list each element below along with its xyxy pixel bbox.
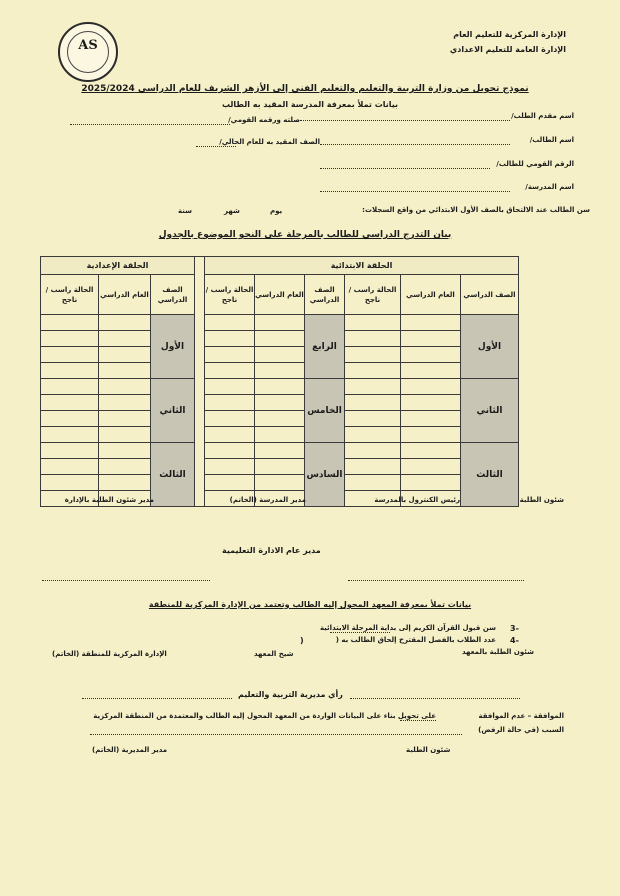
directorate-line-left[interactable]	[82, 698, 232, 699]
field-applicant-label: اسم مقدم الطلب/	[511, 112, 574, 120]
header-line2: الإدارة العامة للتعليم الاعدادي	[449, 45, 566, 54]
cell[interactable]	[205, 331, 255, 347]
group-primary: الحلقة الابتدائية	[205, 257, 519, 275]
cell[interactable]	[205, 347, 255, 363]
cell[interactable]	[401, 395, 461, 411]
table-caption: بيان التدرج الدراسي للطالب بالمرحلة على النحو الموضوع بالجدول	[158, 230, 452, 240]
field-student-line[interactable]	[320, 144, 510, 145]
cell[interactable]	[401, 331, 461, 347]
approval-line[interactable]	[400, 720, 436, 721]
cell[interactable]	[41, 411, 99, 427]
institute-student-affairs: شئون الطلبة بالمعهد	[462, 648, 534, 656]
cell[interactable]	[255, 395, 305, 411]
field-applicant-line[interactable]	[300, 120, 510, 121]
head-prim1-grade: الصف الدراسي	[461, 275, 519, 315]
field-national-id-label: الرقم القومي للطالب/	[496, 160, 574, 168]
cell[interactable]	[99, 395, 151, 411]
dir-director: مدير المديرية (الخاتم)	[92, 746, 168, 754]
head-prim2-grade: الصف الدراسي	[305, 275, 345, 315]
field-month-label: شهر	[224, 207, 240, 215]
grade-sixth: السادس	[305, 443, 345, 507]
cell[interactable]	[401, 347, 461, 363]
cell[interactable]	[345, 363, 401, 379]
reason-label: السبب (في حالة الرفض)	[478, 726, 564, 734]
cell[interactable]	[401, 411, 461, 427]
table-gap	[195, 257, 205, 507]
field-school-line[interactable]	[320, 191, 510, 192]
cell[interactable]	[345, 459, 401, 475]
cell[interactable]	[255, 443, 305, 459]
dir-student-affairs: شئون الطلبة	[406, 746, 451, 754]
cell[interactable]	[345, 475, 401, 491]
field-age-label: سن الطالب عند الالتحاق بالصف الأول الابتدائي من واقع السجلات:	[362, 206, 590, 214]
grade-fourth: الرابع	[305, 315, 345, 379]
sig-student-affairs: شئون الطلبة	[519, 496, 564, 504]
cell[interactable]	[99, 443, 151, 459]
edu-admin-line-left[interactable]	[42, 580, 210, 581]
cell[interactable]	[401, 443, 461, 459]
cell[interactable]	[205, 363, 255, 379]
cell[interactable]	[401, 379, 461, 395]
field-school-label: اسم المدرسة/	[525, 183, 574, 191]
item4-text: عدد الطلاب بالفصل المقترح إلحاق الطالب به (	[335, 636, 496, 644]
edu-admin-director: مدير عام الادارة التعليمية	[222, 546, 321, 555]
cell[interactable]	[41, 379, 99, 395]
cell[interactable]	[255, 427, 305, 443]
grade-prep-second: الثاني	[151, 379, 195, 443]
directorate-line-right[interactable]	[350, 698, 520, 699]
head-prim2-year: العام الدراسي	[255, 275, 305, 315]
cell[interactable]	[99, 331, 151, 347]
cell[interactable]	[255, 459, 305, 475]
item3-num: 3-	[510, 624, 519, 633]
header-line1: الإدارة المركزية للتعليم العام	[453, 30, 566, 39]
cell[interactable]	[401, 363, 461, 379]
cell[interactable]	[205, 443, 255, 459]
field-grade-line[interactable]	[196, 146, 236, 147]
cell[interactable]	[255, 331, 305, 347]
directorate-heading: رأي مديرية التربية والتعليم	[238, 690, 343, 699]
head-prim1-result: الحالة راسب / ناجح	[345, 275, 401, 315]
cell[interactable]	[41, 443, 99, 459]
cell[interactable]	[205, 395, 255, 411]
item4-close: )	[300, 636, 304, 645]
logo-mark: AS	[78, 38, 98, 53]
cell[interactable]	[99, 475, 151, 491]
sig-control-head: رئيس الكنترول بالمدرسة	[374, 496, 460, 504]
head-prep-year: العام الدراسي	[99, 275, 151, 315]
cell[interactable]	[41, 347, 99, 363]
cell[interactable]	[255, 347, 305, 363]
sig-admin-affairs-director: مدير شئون الطلبة بالإدارة	[64, 496, 154, 504]
approval-label: الموافقة – عدم الموافقة	[478, 712, 564, 720]
reason-line[interactable]	[90, 734, 462, 735]
cell[interactable]	[255, 379, 305, 395]
head-prep-result: الحالة راسب / ناجح	[41, 275, 99, 315]
cell[interactable]	[205, 411, 255, 427]
cell[interactable]	[99, 427, 151, 443]
cell[interactable]	[345, 395, 401, 411]
field-day-label: يوم	[270, 207, 283, 215]
cell[interactable]	[99, 379, 151, 395]
head-prep-grade: الصف الدراسي	[151, 275, 195, 315]
field-year-label: سنة	[178, 207, 192, 215]
item3-text: سن قبول القرآن الكريم إلى بداية المرحلة الابتدائية	[319, 624, 496, 632]
field-relation-line[interactable]	[70, 124, 230, 125]
cell[interactable]	[99, 347, 151, 363]
institute-sheikh: شيخ المعهد	[254, 650, 294, 658]
cell[interactable]	[41, 363, 99, 379]
cell[interactable]	[345, 331, 401, 347]
cell[interactable]	[255, 411, 305, 427]
head-prim1-year: العام الدراسي	[401, 275, 461, 315]
cell[interactable]	[99, 363, 151, 379]
cell[interactable]	[401, 459, 461, 475]
sig-school-director: مدير المدرسة (الخاتم)	[229, 496, 306, 504]
grade-prim-second: الثاني	[461, 379, 519, 443]
grade-fifth: الخامس	[305, 379, 345, 443]
form-subtitle: بيانات تملأ بمعرفة المدرسة المقيد به الطالب	[221, 100, 399, 109]
cell[interactable]	[99, 411, 151, 427]
cell[interactable]	[345, 315, 401, 331]
item3-line[interactable]	[330, 632, 390, 633]
grade-prim-third: الثالث	[461, 443, 519, 507]
cell[interactable]	[99, 315, 151, 331]
item4-num: 4-	[510, 636, 519, 645]
head-prim2-result: الحالة راسب / ناجح	[205, 275, 255, 315]
cell[interactable]	[41, 459, 99, 475]
cell[interactable]	[345, 379, 401, 395]
approval-text: على تحويل بناء على البيانات الواردة من المعهد المحول إليه الطالب والمعتمدة من المنطقة المركزية	[93, 712, 436, 720]
cell[interactable]	[205, 315, 255, 331]
cell[interactable]	[255, 363, 305, 379]
cell[interactable]	[255, 315, 305, 331]
field-grade-label: الصف المقيد به للعام الحالي/	[219, 138, 320, 146]
cell[interactable]	[345, 347, 401, 363]
field-student-label: اسم الطالب/	[529, 136, 574, 144]
cell[interactable]	[401, 475, 461, 491]
form-title: نموذج تحويل من وزارة التربية والتعليم والتعليم الفني إلى الأزهر الشريف للعام الدراسي 2025/2024	[81, 84, 529, 94]
cell[interactable]	[345, 427, 401, 443]
cell[interactable]	[255, 475, 305, 491]
group-prep: الحلقة الإعدادية	[41, 257, 195, 275]
cell[interactable]	[41, 395, 99, 411]
grade-prim-first: الأول	[461, 315, 519, 379]
cell[interactable]	[345, 443, 401, 459]
cell[interactable]	[41, 475, 99, 491]
cell[interactable]	[345, 411, 401, 427]
field-national-id-line[interactable]	[320, 168, 490, 169]
cell[interactable]	[401, 315, 461, 331]
cell[interactable]	[99, 459, 151, 475]
ministry-logo	[58, 22, 118, 82]
cell[interactable]	[41, 331, 99, 347]
field-relation-label: صلته ورقمه القومي/	[228, 116, 300, 124]
cell[interactable]	[205, 475, 255, 491]
grade-prep-third: الثالث	[151, 443, 195, 507]
progression-table	[40, 256, 519, 507]
edu-admin-line-right[interactable]	[348, 580, 524, 581]
central-admin: الإدارة المركزية للمنطقة (الخاتم)	[52, 650, 167, 658]
grade-prep-first: الأول	[151, 315, 195, 379]
cell[interactable]	[205, 459, 255, 475]
cell[interactable]	[401, 427, 461, 443]
cell[interactable]	[205, 427, 255, 443]
institute-heading: بيانات تملأ بمعرفة المعهد المحول إليه الطالب وتعتمد من الإدارة المركزية للمنطقة	[148, 600, 472, 609]
cell[interactable]	[41, 315, 99, 331]
cell[interactable]	[205, 379, 255, 395]
cell[interactable]	[41, 427, 99, 443]
